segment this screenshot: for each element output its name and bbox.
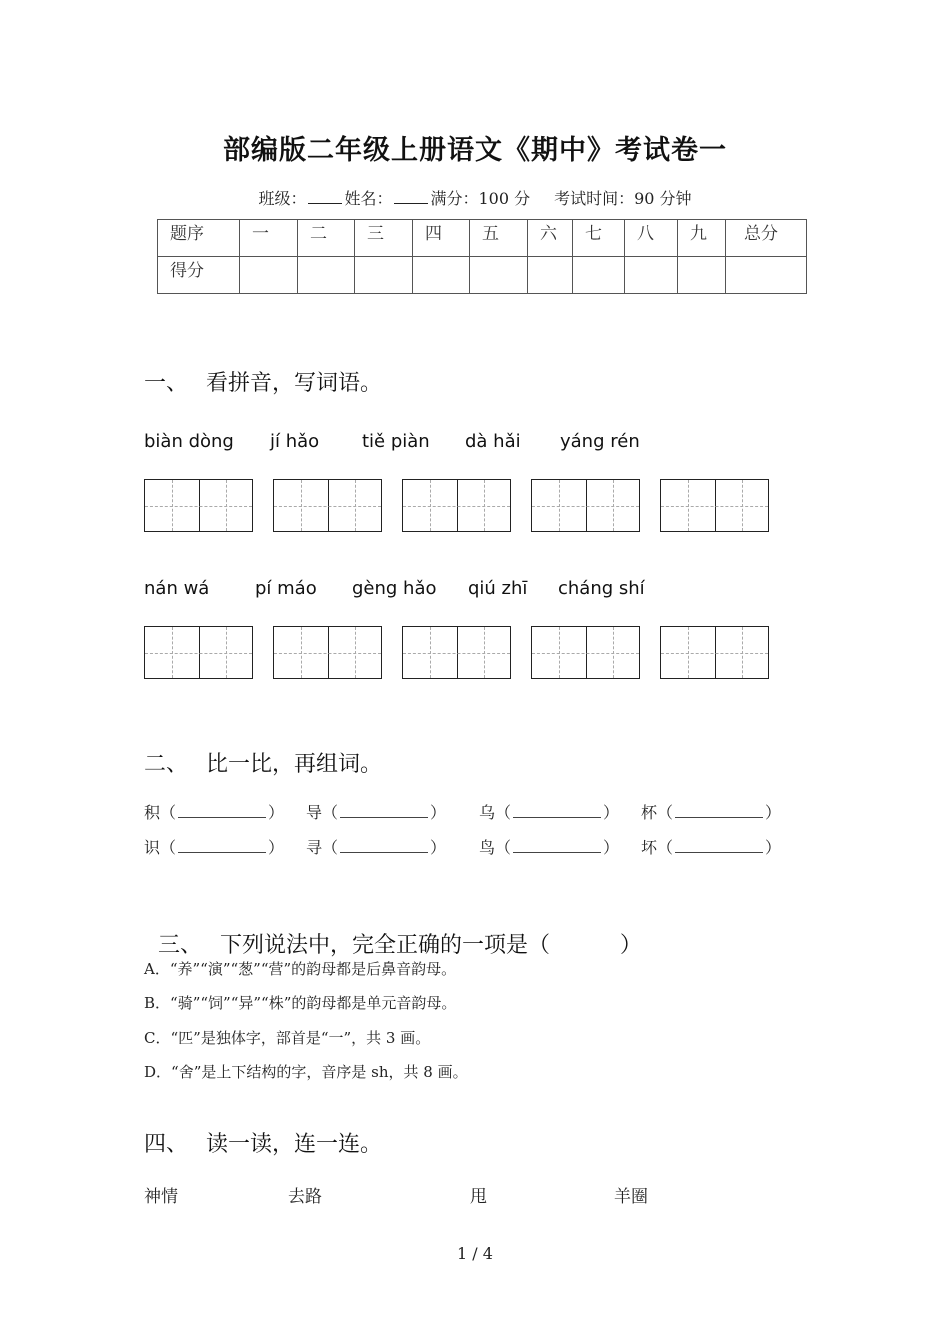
answer-blank[interactable]	[340, 840, 428, 853]
paren-close: ）	[430, 803, 447, 822]
score-table	[157, 219, 807, 294]
score-input-cell[interactable]	[355, 257, 413, 294]
pinyin-label: tiě piàn	[362, 431, 430, 452]
table-cell: 三	[355, 220, 413, 257]
score-table-header-row	[158, 220, 807, 257]
option-c[interactable]: C．“匹”是独体字，部首是“一”，共 3 画。	[144, 1029, 431, 1047]
pinyin-label: biàn dòng	[144, 431, 234, 452]
table-cell: 八	[625, 220, 678, 257]
pinyin-label: qiú zhī	[468, 578, 528, 599]
compare-item	[306, 835, 446, 858]
compare-char: 识	[144, 838, 161, 857]
writing-grid[interactable]	[531, 626, 640, 679]
paren-open: （	[322, 838, 339, 857]
section-number: 四、	[144, 1132, 189, 1157]
paren-open: （	[160, 838, 177, 857]
score-table-score-row	[158, 257, 807, 294]
paren-open: （	[160, 803, 177, 822]
page-title: 部编版二年级上册语文《期中》考试卷一	[223, 135, 727, 166]
score-input-cell[interactable]	[298, 257, 355, 294]
section-title: 下列说法中，完全正确的一项是（ ）	[220, 933, 642, 958]
section-title: 看拼音，写词语。	[206, 371, 383, 396]
writing-grid[interactable]	[273, 626, 382, 679]
writing-grid[interactable]	[402, 626, 511, 679]
answer-blank[interactable]	[675, 840, 763, 853]
compare-char: 杯	[641, 803, 658, 822]
link-item[interactable]: 羊圈	[614, 1187, 648, 1207]
paren-close: ）	[765, 838, 782, 857]
compare-item	[479, 800, 619, 823]
pinyin-label: dà hǎi	[465, 431, 521, 452]
section-number: 三、	[158, 933, 203, 958]
score-input-cell[interactable]	[240, 257, 298, 294]
paren-close: ）	[603, 803, 620, 822]
section-2-heading	[144, 747, 382, 778]
page-number: 1 / 4	[457, 1244, 493, 1263]
paren-open: （	[322, 803, 339, 822]
option-b[interactable]: B．“骑”“饲”“异”“株”的韵母都是单元音韵母。	[144, 994, 457, 1012]
option-d[interactable]: D．“舍”是上下结构的字，音序是 sh，共 8 画。	[144, 1063, 468, 1081]
link-item[interactable]: 神情	[144, 1187, 178, 1207]
writing-grid[interactable]	[402, 479, 511, 532]
table-cell: 九	[678, 220, 726, 257]
class-label: 班级：	[258, 189, 307, 208]
paren-close: ）	[430, 838, 447, 857]
answer-blank[interactable]	[513, 805, 601, 818]
pinyin-label: pí máo	[255, 578, 317, 599]
score-input-cell[interactable]	[625, 257, 678, 294]
section-title: 读一读，连一连。	[206, 1132, 383, 1157]
compare-char: 乌	[479, 803, 496, 822]
table-cell: 六	[528, 220, 573, 257]
compare-char: 导	[306, 803, 323, 822]
table-cell: 二	[298, 220, 355, 257]
writing-grid[interactable]	[531, 479, 640, 532]
section-title: 比一比，再组词。	[206, 752, 383, 777]
name-blank[interactable]	[394, 203, 428, 204]
table-cell: 题序	[158, 220, 240, 257]
score-input-cell[interactable]	[528, 257, 573, 294]
name-label: 姓名：	[344, 189, 393, 208]
section-number: 二、	[144, 752, 189, 777]
score-input-cell[interactable]	[678, 257, 726, 294]
section-3-heading	[144, 903, 642, 959]
option-a[interactable]: A．“养”“演”“葱”“营”的韵母都是后鼻音韵母。	[144, 960, 457, 978]
pinyin-row-1	[144, 431, 844, 455]
writing-grid[interactable]	[660, 479, 769, 532]
writing-grid[interactable]	[144, 479, 253, 532]
compare-item	[306, 800, 446, 823]
section-4-heading	[144, 1127, 382, 1158]
exam-info	[0, 186, 950, 209]
paren-close: ）	[268, 803, 285, 822]
writing-grid[interactable]	[660, 626, 769, 679]
paren-close: ）	[268, 838, 285, 857]
paren-open: （	[495, 803, 512, 822]
score-input-cell[interactable]	[413, 257, 470, 294]
compare-item	[144, 835, 284, 858]
pinyin-row-2	[144, 578, 844, 602]
full-score: 满分：100 分	[430, 189, 531, 208]
paren-open: （	[657, 803, 674, 822]
compare-item	[641, 800, 781, 823]
answer-blank[interactable]	[178, 840, 266, 853]
score-input-cell[interactable]	[573, 257, 625, 294]
link-item[interactable]: 去路	[288, 1187, 322, 1207]
compare-char: 积	[144, 803, 161, 822]
answer-blank[interactable]	[340, 805, 428, 818]
score-input-cell[interactable]	[470, 257, 528, 294]
exam-time: 考试时间：90 分钟	[554, 189, 692, 208]
compare-char: 寻	[306, 838, 323, 857]
link-item[interactable]: 甩	[470, 1187, 487, 1207]
writing-grid[interactable]	[144, 626, 253, 679]
pinyin-label: cháng shí	[558, 578, 645, 599]
score-input-cell[interactable]	[726, 257, 807, 294]
section-1-heading	[144, 366, 382, 397]
table-cell: 总分	[726, 220, 807, 257]
table-cell: 一	[240, 220, 298, 257]
table-cell: 得分	[158, 257, 240, 294]
answer-blank[interactable]	[178, 805, 266, 818]
pinyin-label: yáng rén	[560, 431, 640, 452]
answer-blank[interactable]	[513, 840, 601, 853]
paren-close: ）	[765, 803, 782, 822]
answer-blank[interactable]	[675, 805, 763, 818]
class-blank[interactable]	[308, 203, 342, 204]
compare-char: 坏	[641, 838, 658, 857]
pinyin-label: gèng hǎo	[352, 578, 437, 599]
table-cell: 七	[573, 220, 625, 257]
compare-char: 鸟	[479, 838, 496, 857]
paren-close: ）	[603, 838, 620, 857]
paren-open: （	[657, 838, 674, 857]
compare-item	[641, 835, 781, 858]
compare-item	[479, 835, 619, 858]
pinyin-label: nán wá	[144, 578, 210, 599]
pinyin-label: jí hǎo	[270, 431, 320, 452]
table-cell: 四	[413, 220, 470, 257]
table-cell: 五	[470, 220, 528, 257]
paren-open: （	[495, 838, 512, 857]
writing-grid[interactable]	[273, 479, 382, 532]
compare-item	[144, 800, 284, 823]
section-number: 一、	[144, 371, 189, 396]
